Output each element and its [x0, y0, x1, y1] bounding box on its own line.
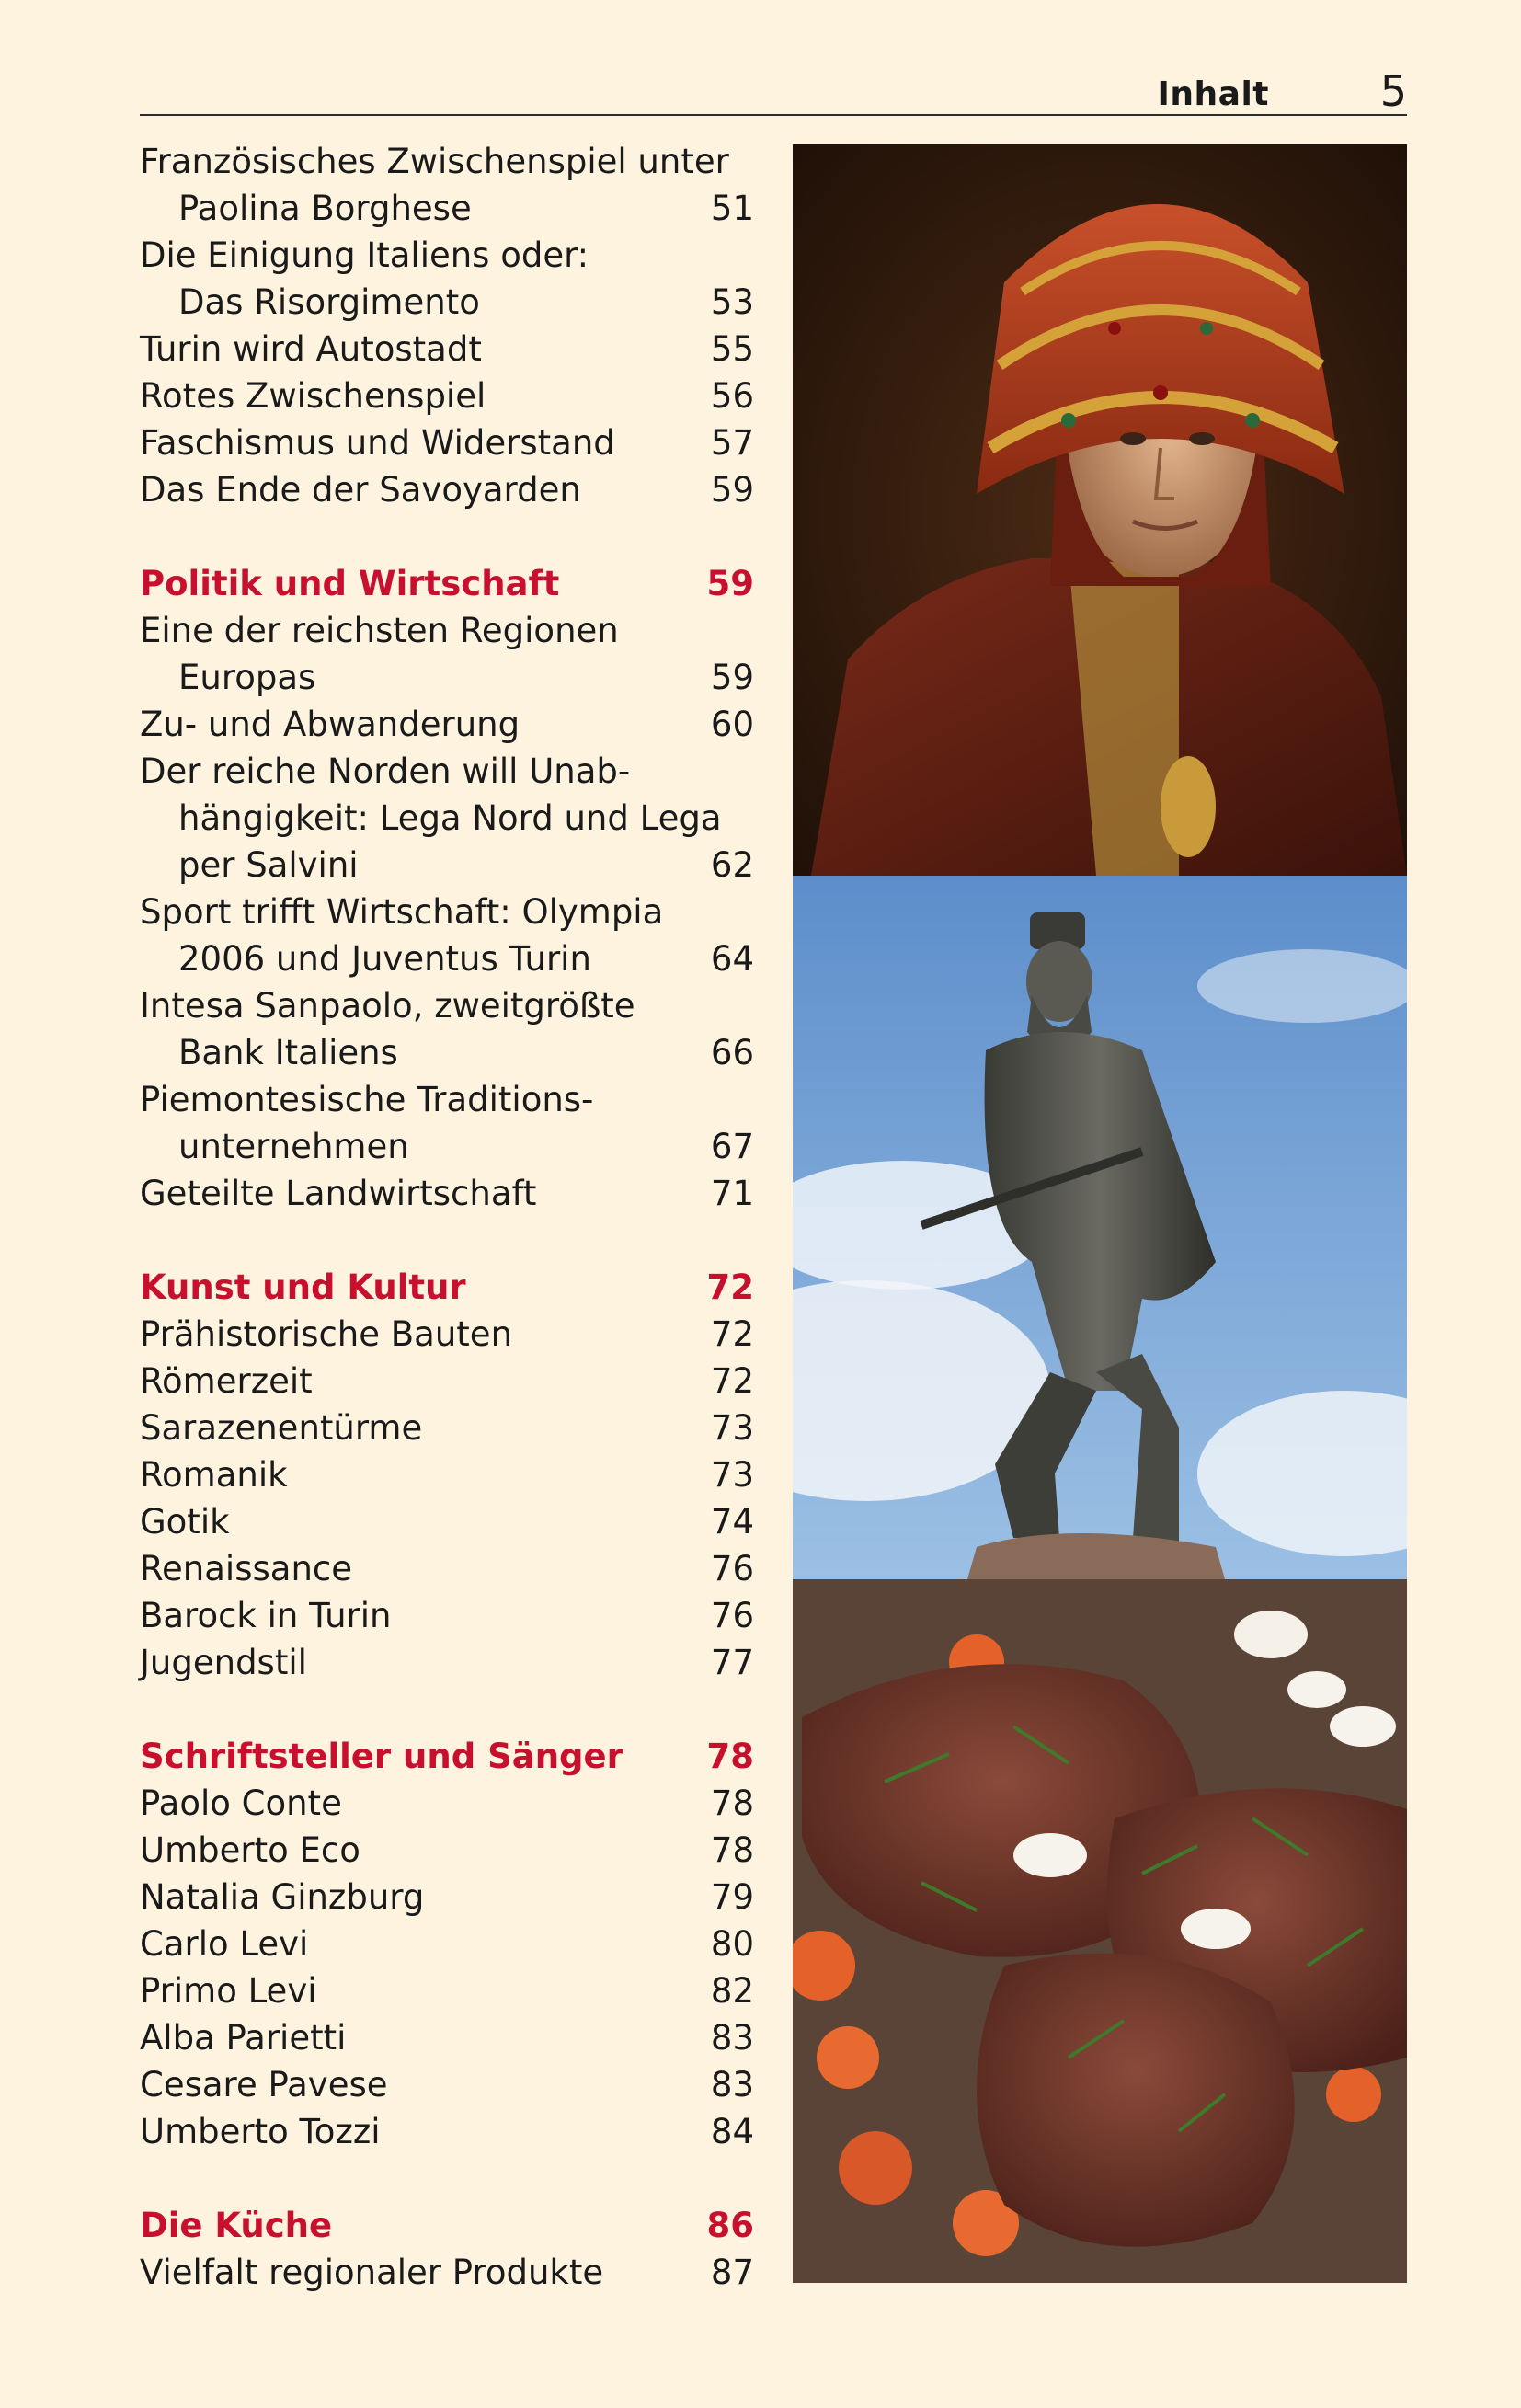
toc-section-heading — [140, 560, 754, 607]
toc-entry-text: Prähistorische Bauten — [140, 1314, 513, 1354]
toc-page-number: 87 — [710, 2253, 754, 2292]
toc-entry-text: Faschismus und Widerstand — [140, 423, 615, 463]
toc-page-number: 60 — [710, 705, 754, 744]
toc-entry-text: Sarazenentürme — [140, 1408, 423, 1448]
toc-page-number: 53 — [710, 282, 754, 322]
toc-page-number: 76 — [710, 1596, 754, 1635]
toc-entry-text: Eine der reichsten Regionen — [140, 611, 619, 650]
toc-entry-text: Piemontesische Traditions- — [140, 1080, 594, 1119]
toc-entry-line — [140, 419, 754, 466]
toc-entry-text: Romanik — [140, 1455, 288, 1495]
toc-page-number: 57 — [710, 423, 754, 463]
photo-column — [793, 144, 1407, 2283]
toc-entry-text: Der reiche Norden will Unab- — [140, 751, 631, 791]
toc-entry-text: Schriftsteller und Sänger — [140, 1737, 623, 1776]
toc-page-number: 82 — [710, 1971, 754, 2011]
toc-entry-line — [140, 1123, 754, 1170]
toc-entry-line — [140, 654, 754, 701]
toc-page-number: 83 — [710, 2018, 754, 2058]
toc-entry-text: Kunst und Kultur — [140, 1267, 466, 1307]
toc-entry-line — [140, 935, 754, 982]
toc-entry-line — [140, 1639, 754, 1686]
toc-page-number: 73 — [710, 1455, 754, 1495]
toc-page-number: 66 — [710, 1033, 754, 1072]
toc-entry-line — [140, 1874, 754, 1921]
toc-entry-line — [140, 1311, 754, 1358]
toc-entry-text: Römerzeit — [140, 1361, 313, 1401]
toc-section-heading — [140, 2202, 754, 2249]
garibaldi-statue-photo — [793, 876, 1407, 1579]
toc-entry-line — [140, 701, 754, 748]
toc-entry-text: Primo Levi — [140, 1971, 317, 2011]
toc-entry-line — [140, 1921, 754, 1967]
toc-entry-line — [140, 1780, 754, 1827]
toc-page-number: 79 — [710, 1877, 754, 1917]
toc-entry-text: Gotik — [140, 1502, 230, 1542]
toc-entry-line — [140, 1358, 754, 1405]
toc-entry-line — [140, 842, 754, 889]
toc-page-number: 78 — [710, 1783, 754, 1823]
toc-entry-text: unternehmen — [178, 1127, 409, 1166]
toc-page-number: 55 — [710, 329, 754, 369]
toc-entry-line — [140, 2108, 754, 2155]
header-section-title: Inhalt — [1157, 75, 1269, 113]
toc-entry-line — [140, 1967, 754, 2014]
toc-page-number: 72 — [710, 1314, 754, 1354]
table-of-contents — [140, 138, 754, 2296]
toc-entry-line — [140, 1170, 754, 1217]
toc-entry-text: Das Risorgimento — [178, 282, 480, 322]
toc-entry-line — [140, 1827, 754, 1874]
toc-entry-text: hängigkeit: Lega Nord und Lega — [178, 798, 722, 838]
toc-entry-text: Turin wird Autostadt — [140, 329, 482, 369]
toc-entry-text: Barock in Turin — [140, 1596, 392, 1635]
toc-page-number: 73 — [710, 1408, 754, 1448]
toc-page-number: 59 — [710, 658, 754, 697]
page-header — [140, 66, 1407, 116]
toc-entry-text: Carlo Levi — [140, 1924, 309, 1964]
toc-section-heading — [140, 1264, 754, 1311]
toc-entry-line — [140, 1498, 754, 1545]
toc-page-number: 74 — [710, 1502, 754, 1542]
toc-entry-text: Sport trifft Wirtschaft: Olympia — [140, 892, 664, 932]
toc-page-number: 59 — [706, 564, 754, 603]
toc-page-number: 83 — [710, 2065, 754, 2104]
toc-entry-text: 2006 und Juventus Turin — [178, 939, 591, 979]
toc-page-number: 64 — [710, 939, 754, 979]
toc-entry-line — [140, 1405, 754, 1451]
toc-entry-text: Jugendstil — [140, 1643, 307, 1682]
toc-entry-text: Politik und Wirtschaft — [140, 564, 560, 603]
toc-entry-text: per Salvini — [178, 845, 359, 885]
toc-entry-line — [140, 2061, 754, 2108]
toc-section-heading — [140, 1733, 754, 1780]
toc-page-number: 76 — [710, 1549, 754, 1588]
toc-entry-line — [140, 1592, 754, 1639]
toc-entry-text: Intesa Sanpaolo, zweitgrößte — [140, 986, 635, 1026]
toc-entry-line — [140, 1451, 754, 1498]
toc-entry-line — [140, 326, 754, 373]
toc-page-number: 86 — [706, 2206, 754, 2245]
toc-entry-line — [140, 982, 754, 1029]
toc-entry-text: Europas — [178, 658, 316, 697]
toc-entry-text: Rotes Zwischenspiel — [140, 376, 486, 416]
toc-page-number: 51 — [710, 189, 754, 228]
toc-entry-text: Cesare Pavese — [140, 2065, 388, 2104]
toc-entry-text: Umberto Eco — [140, 1830, 360, 1870]
pope-portrait-photo — [793, 144, 1407, 876]
toc-entry-line — [140, 1029, 754, 1076]
toc-entry-line — [140, 1545, 754, 1592]
toc-entry-line — [140, 138, 754, 185]
toc-page-number: 80 — [710, 1924, 754, 1964]
toc-entry-line — [140, 607, 754, 654]
toc-entry-text: Die Einigung Italiens oder: — [140, 235, 589, 275]
toc-entry-text: Natalia Ginzburg — [140, 1877, 425, 1917]
toc-entry-text: Paolina Borghese — [178, 189, 472, 228]
toc-page-number: 72 — [706, 1267, 754, 1307]
toc-entry-text: Bank Italiens — [178, 1033, 398, 1072]
toc-page-number: 84 — [710, 2112, 754, 2151]
toc-entry-text: Geteilte Landwirtschaft — [140, 1174, 537, 1213]
toc-page-number: 67 — [710, 1127, 754, 1166]
header-page-number: 5 — [1379, 66, 1407, 116]
toc-page-number: 78 — [710, 1830, 754, 1870]
toc-entry-text: Alba Parietti — [140, 2018, 347, 2058]
toc-entry-text: Französisches Zwischenspiel unter — [140, 142, 729, 181]
roast-meat-photo — [793, 1579, 1407, 2283]
toc-entry-line — [140, 373, 754, 419]
toc-page-number: 56 — [710, 376, 754, 416]
toc-entry-text: Die Küche — [140, 2206, 333, 2245]
toc-page-number: 77 — [710, 1643, 754, 1682]
toc-entry-line — [140, 232, 754, 279]
toc-entry-text: Paolo Conte — [140, 1783, 342, 1823]
toc-entry-line — [140, 795, 754, 842]
toc-entry-line — [140, 889, 754, 935]
toc-entry-text: Das Ende der Savoyarden — [140, 470, 581, 510]
toc-entry-text: Vielfalt regionaler Produkte — [140, 2253, 604, 2292]
toc-page-number: 59 — [710, 470, 754, 510]
toc-entry-line — [140, 279, 754, 326]
toc-page-number: 72 — [710, 1361, 754, 1401]
toc-entry-text: Renaissance — [140, 1549, 352, 1588]
toc-entry-line — [140, 2014, 754, 2061]
toc-entry-text: Zu- und Abwanderung — [140, 705, 520, 744]
toc-page-number: 78 — [706, 1737, 754, 1776]
toc-entry-line — [140, 185, 754, 232]
toc-entry-text: Umberto Tozzi — [140, 2112, 381, 2151]
toc-page-number: 62 — [710, 845, 754, 885]
toc-entry-line — [140, 2249, 754, 2296]
toc-page-number: 71 — [710, 1174, 754, 1213]
toc-entry-line — [140, 1076, 754, 1123]
toc-entry-line — [140, 466, 754, 513]
toc-entry-line — [140, 748, 754, 795]
